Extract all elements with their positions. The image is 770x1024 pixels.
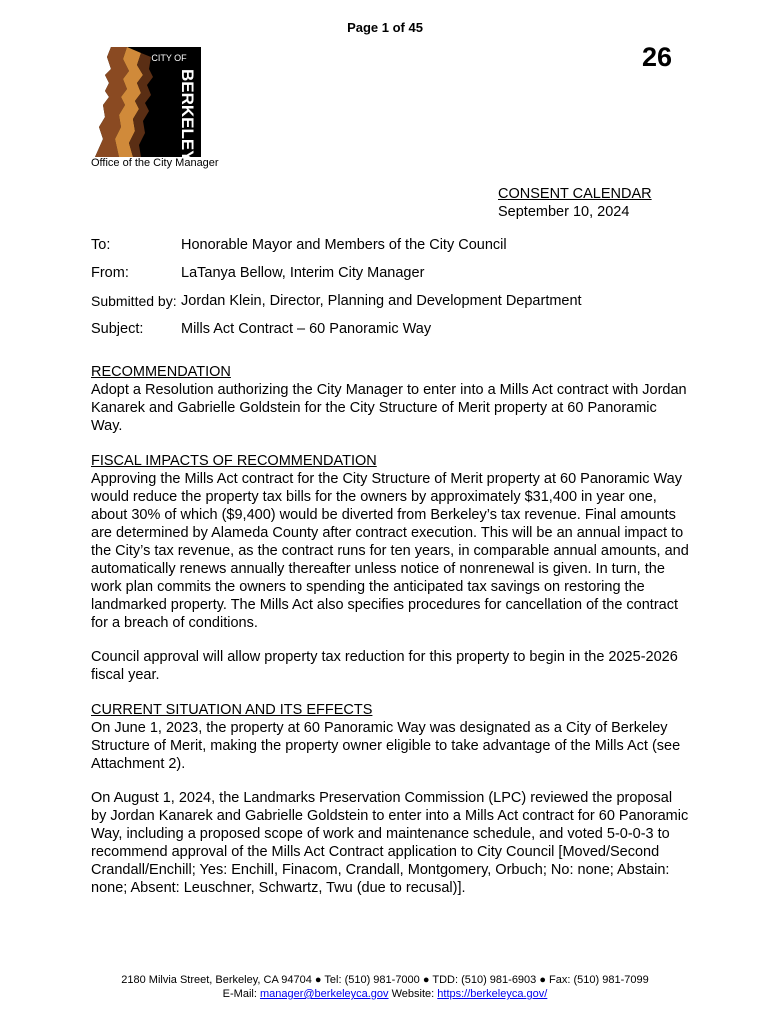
calendar-block bbox=[498, 185, 652, 221]
website-label: Website: bbox=[391, 988, 435, 1000]
current-situation-body-1: On June 1, 2023, the property at 60 Panoramic Way was designated as a City of Berkeley Structure of Merit, making the property owner eligible to take advantage of the Mills Act (see Attachment 2). bbox=[91, 720, 681, 772]
submitted-by-label: Submitted by: bbox=[91, 293, 177, 309]
footer-address: 2180 Milvia Street, Berkeley, CA 94704 ● Tel: (510) 981-7000 ● TDD: (510) 981-6903 ● Fax: (510) 981-7099 bbox=[121, 974, 649, 986]
page-footer bbox=[0, 973, 770, 1001]
page-number: Page 1 of 45 bbox=[347, 20, 423, 35]
footer-contact bbox=[0, 987, 770, 1001]
subject-value: Mills Act Contract – 60 Panoramic Way bbox=[181, 321, 432, 337]
fiscal-body-1: Approving the Mills Act contract for the City Structure of Merit property at 60 Panoramic Way would reduce the property tax bills for the owners by approximately $31,400 in year one, about 30% of which ($9,400) would be diverted from Berkeley’s tax revenue. Final amounts are determined by Alameda County after contract execution. This will be an annual impact to the City’s tax revenue, as the contract runs for ten years, in comparable annual amounts, and automatically renews annually thereafter unless notice of nonrenewal is given. In turn, the work plan commits the owners to spending the anticipated tax savings on restoring the landmarked property. The Mills Act also specifies procedures for cancellation of the contract for a breach of conditions. bbox=[91, 471, 689, 631]
recommendation-section bbox=[91, 363, 691, 435]
recommendation-heading: RECOMMENDATION bbox=[91, 364, 231, 380]
calendar-date: September 10, 2024 bbox=[498, 204, 630, 220]
memo-header bbox=[91, 237, 691, 347]
current-situation-continued bbox=[91, 789, 691, 897]
current-situation-section bbox=[91, 701, 691, 773]
fiscal-impacts-section bbox=[91, 452, 691, 632]
fiscal-body-2: Council approval will allow property tax reduction for this property to begin in the 2025-2026 fiscal year. bbox=[91, 649, 678, 683]
recommendation-body: Adopt a Resolution authorizing the City Manager to enter into a Mills Act contract with Jordan Kanarek and Gabrielle Goldstein for the City Structure of Merit property at 60 Panoramic Way. bbox=[91, 382, 687, 434]
current-situation-body-2: On August 1, 2024, the Landmarks Preservation Commission (LPC) reviewed the proposal by Jordan Kanarek and Gabrielle Goldstein to enter into a Mills Act contract for 60 Panoramic Way, including a proposed scope of work and maintenance schedule, and voted 5-0-0-3 to recommend approval of the Mills Act Contract application to City Council [Moved/Second Crandall/Enchill; Yes: Enchill, Finacom, Crandall, Montgomery, Orbuch; No: none; Abstain: none; Absent: Leuschner, Schwartz, Twu (due to recusal)]. bbox=[91, 790, 689, 896]
from-value: LaTanya Bellow, Interim City Manager bbox=[181, 265, 425, 281]
from-label: From: bbox=[91, 265, 129, 281]
to-label: To: bbox=[91, 237, 111, 253]
logo-city-of-text: CITY OF bbox=[151, 53, 187, 63]
submitted-by-value: Jordan Klein, Director, Planning and Development Department bbox=[181, 293, 582, 309]
fiscal-impacts-continued bbox=[91, 648, 691, 684]
office-label: Office of the City Manager bbox=[91, 157, 219, 169]
fiscal-heading: FISCAL IMPACTS OF RECOMMENDATION bbox=[91, 453, 377, 469]
website-link[interactable]: https://berkeleyca.gov/ bbox=[437, 988, 548, 1000]
subject-label: Subject: bbox=[91, 321, 144, 337]
agenda-item-number: 26 bbox=[641, 42, 672, 72]
email-label: E-Mail: bbox=[222, 988, 257, 1000]
to-value: Honorable Mayor and Members of the City Council bbox=[181, 237, 507, 253]
calendar-type: CONSENT CALENDAR bbox=[498, 186, 652, 202]
email-link[interactable]: manager@berkeleyca.gov bbox=[259, 988, 389, 1000]
logo-berkeley-text: BERKELEY bbox=[178, 69, 197, 157]
current-situation-heading: CURRENT SITUATION AND ITS EFFECTS bbox=[91, 702, 373, 718]
city-of-berkeley-logo bbox=[93, 47, 201, 157]
